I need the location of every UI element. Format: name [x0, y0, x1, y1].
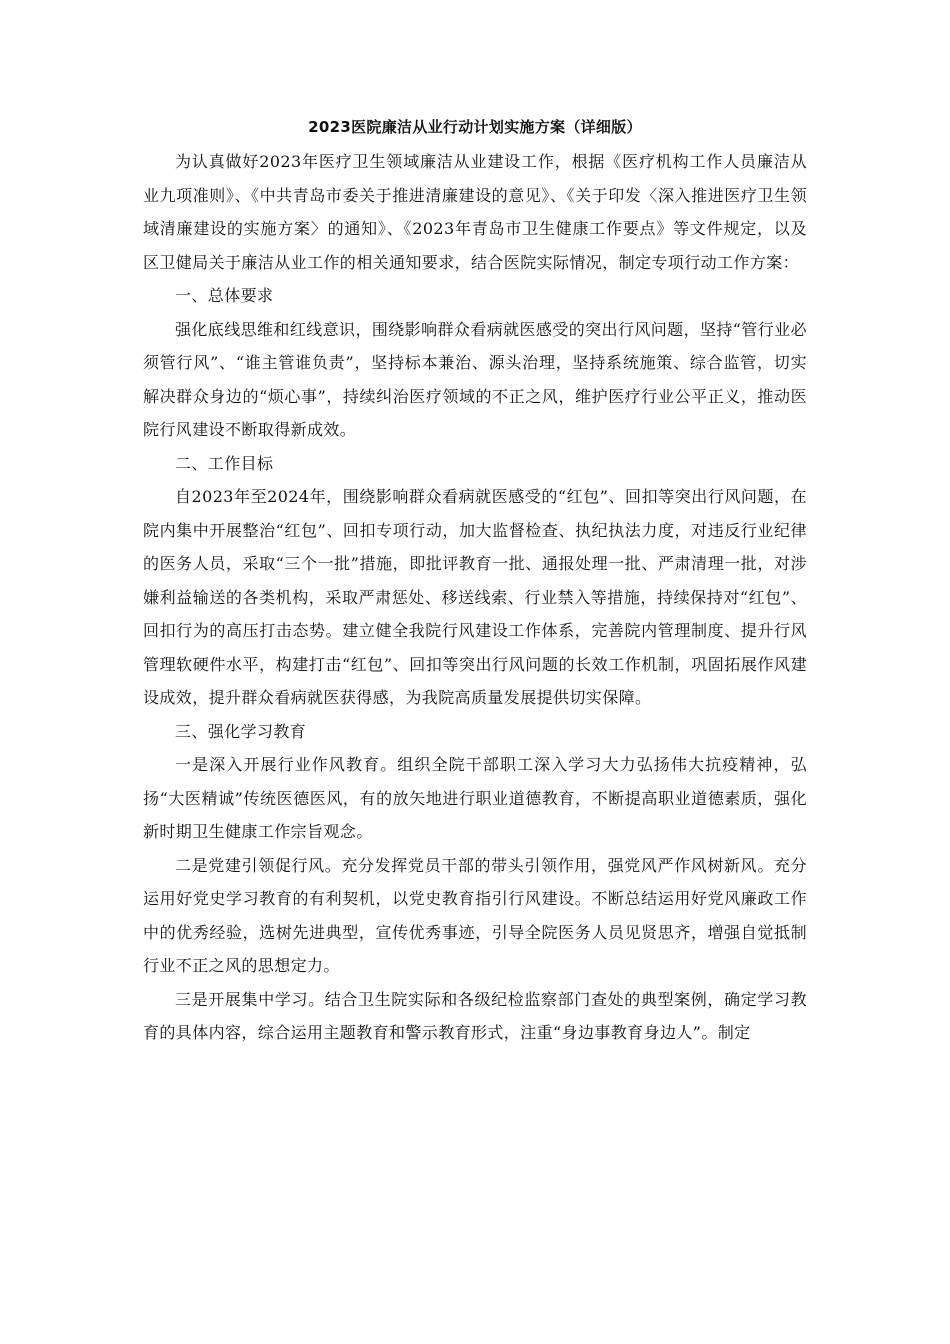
- work-goals-paragraph: 自2023年至2024年，围绕影响群众看病就医感受的“红包”、回扣等突出行风问题，在院内集中开展整治“红包”、回扣专项行动，加大监督检查、执纪执法力度，对违反行业纪律的医务人员，采取“三个一批”措施，即批评教育一批、通报处理一批、严肃清理一批，对涉嫌利益输送的各类机构，采取严肃惩处、移送线索、行业禁入等措施，持续保持对“红包”、回扣行为的高压打击态势。建立健全我院行风建设工作体系，完善院内管理制度、提升行风管理软硬件水平，构建打击“红包”、回扣等突出行风问题的长效工作机制，巩固拓展作风建设成效，提升群众看病就医获得感，为我院高质量发展提供切实保障。: [143, 487, 807, 707]
- overall-requirements-paragraph: 强化底线思维和红线意识，围绕影响群众看病就医感受的突出行风问题，坚持“管行业必须管行风”、“谁主管谁负责”，坚持标本兼治、源头治理，坚持系统施策、综合监管，切实解决群众身边的“烦心事”，持续纠治医疗领域的不正之风，维护医疗行业公平正义，推动医院行风建设不断取得新成效。: [143, 319, 807, 439]
- section-heading-overall-requirements: 一、总体要求: [175, 286, 274, 305]
- document-page: [143, 117, 807, 1050]
- document-title: 2023医院廉洁从业行动计划实施方案（详细版）: [308, 118, 642, 136]
- intro-paragraph: 为认真做好2023年医疗卫生领域廉洁从业建设工作，根据《医疗机构工作人员廉洁从业九项准则》、《中共青岛市委关于推进清廉建设的意见》、《关于印发〈深入推进医疗卫生领域清廉建设的实施方案〉的通知》、《2023年青岛市卫生健康工作要点》等文件规定，以及区卫健局关于廉洁从业工作的相关通知要求，结合医院实际情况，制定专项行动工作方案：: [143, 152, 807, 272]
- study-education-item-3: 三是开展集中学习。结合卫生院实际和各级纪检监察部门查处的典型案例，确定学习教育的具体内容，综合运用主题教育和警示教育形式，注重“身边事教育身边人”。制定: [143, 989, 807, 1042]
- section-heading-work-goals: 二、工作目标: [175, 453, 274, 473]
- study-education-item-2: 二是党建引领促行风。充分发挥党员干部的带头引领作用，强党风严作风树新风。充分运用好党史学习教育的有利契机，以党史教育指引行风建设。不断总结运用好党风廉政工作中的优秀经验，选树先进典型，宣传优秀事迹，引导全院医务人员见贤思齐，增强自觉抵制行业不正之风的思想定力。: [143, 855, 807, 975]
- study-education-item-1: 一是深入开展行业作风教育。组织全院干部职工深入学习大力弘扬伟大抗疫精神，弘扬“大医精诚”传统医德医风，有的放矢地进行职业道德教育，不断提高职业道德素质，强化新时期卫生健康工作宗旨观念。: [143, 755, 807, 841]
- section-heading-study-education: 三、强化学习教育: [175, 721, 307, 741]
